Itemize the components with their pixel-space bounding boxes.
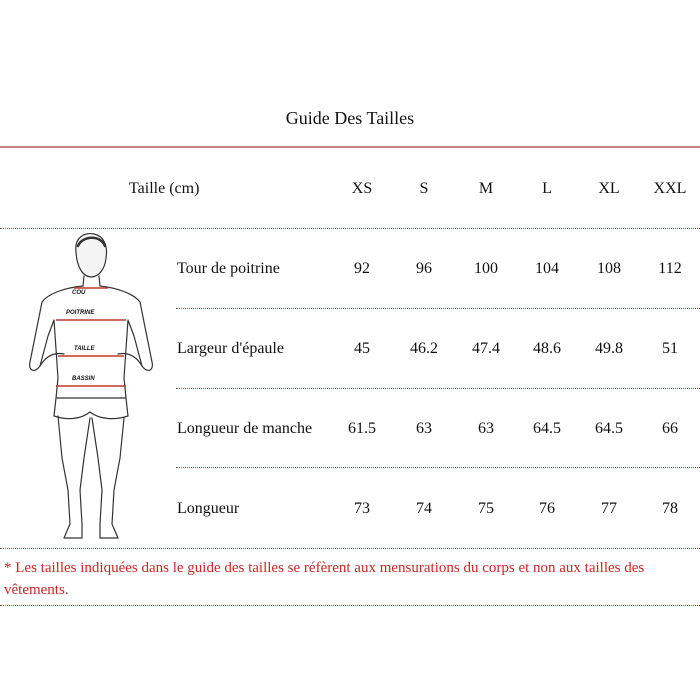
table-cell: 64.5 xyxy=(533,420,561,437)
table-cell: 76 xyxy=(539,500,555,517)
row-divider xyxy=(176,388,700,389)
table-cell: 63 xyxy=(416,420,432,437)
table-cell: 51 xyxy=(662,340,678,357)
row-label-length: Longueur xyxy=(177,500,240,517)
table-cell: 74 xyxy=(416,500,432,517)
table-cell: 96 xyxy=(416,260,432,277)
size-header-xxl: XXL xyxy=(653,180,687,197)
row-divider xyxy=(176,308,700,309)
body-measurement-figure xyxy=(8,228,168,546)
size-header-s: S xyxy=(419,180,429,197)
size-header-m: M xyxy=(478,180,494,197)
table-cell: 100 xyxy=(474,260,498,277)
row-label-chest: Tour de poitrine xyxy=(177,260,280,277)
figure-label-waist: TAILLE xyxy=(74,346,95,352)
table-cell: 66 xyxy=(662,420,678,437)
table-cell: 92 xyxy=(354,260,370,277)
table-cell: 63 xyxy=(478,420,494,437)
table-cell: 45 xyxy=(354,340,370,357)
table-cell: 104 xyxy=(535,260,559,277)
table-cell: 73 xyxy=(354,500,370,517)
table-bottom-divider xyxy=(0,548,700,549)
table-cell: 48.6 xyxy=(533,340,561,357)
header-label: Taille (cm) xyxy=(129,180,200,197)
table-cell: 61.5 xyxy=(348,420,376,437)
figure-label-neck: COU xyxy=(72,290,86,296)
table-cell: 112 xyxy=(658,260,682,277)
table-cell: 49.8 xyxy=(595,340,623,357)
table-cell: 78 xyxy=(662,500,678,517)
table-cell: 46.2 xyxy=(410,340,438,357)
note-bottom-divider xyxy=(0,605,700,606)
body-outline-icon xyxy=(8,228,168,546)
table-cell: 108 xyxy=(597,260,621,277)
figure-label-hips: BASSIN xyxy=(72,376,95,382)
size-header-xs: XS xyxy=(351,180,373,197)
size-header-xl: XL xyxy=(598,180,620,197)
table-cell: 75 xyxy=(478,500,494,517)
row-divider xyxy=(176,467,700,468)
row-label-sleeve: Longueur de manche xyxy=(177,420,313,437)
row-label-shoulder: Largeur d'épaule xyxy=(177,340,284,357)
table-cell: 47.4 xyxy=(472,340,500,357)
figure-label-chest: POITRINE xyxy=(66,310,95,316)
title-divider xyxy=(0,146,700,148)
size-guide-note: * Les tailles indiquées dans le guide des tailles se réfèrent aux mensurations du corps et non aux tailles des vêtements. xyxy=(4,560,645,598)
table-cell: 64.5 xyxy=(595,420,623,437)
table-cell: 77 xyxy=(601,500,617,517)
size-header-l: L xyxy=(542,180,552,197)
page-title: Guide Des Tailles xyxy=(285,108,415,128)
